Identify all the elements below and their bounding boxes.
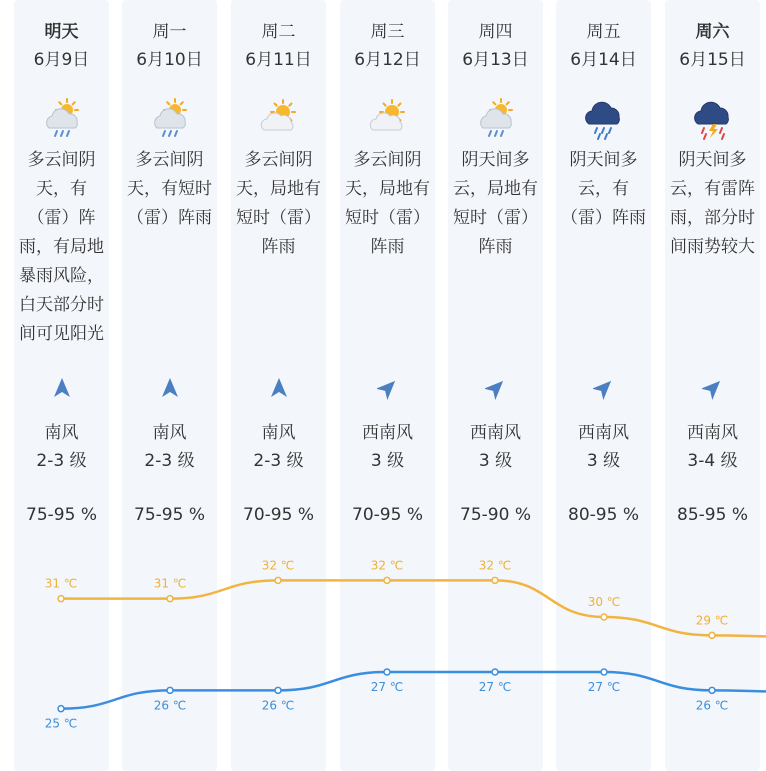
high-temperature-label: 32 ℃	[261, 558, 295, 573]
wind-level: 3 级	[370, 451, 405, 471]
day-name: 明天	[44, 22, 79, 42]
low-temperature-label: 25 ℃	[44, 716, 78, 731]
high-temperature-label: 29 ℃	[695, 613, 729, 628]
humidity: 75-95 %	[26, 505, 97, 525]
low-temperature-point	[58, 706, 64, 712]
high-temperature-label: 31 ℃	[44, 576, 78, 591]
low-temperature-point	[384, 669, 390, 675]
high-temperature-point	[167, 596, 173, 602]
humidity: 85-95 %	[677, 505, 748, 525]
low-temperature-point	[709, 687, 715, 693]
day-date: 6月14日	[570, 50, 637, 70]
wind-direction: 西南风	[470, 423, 521, 443]
day-date: 6月10日	[136, 50, 203, 70]
wind-level: 3-4 级	[687, 451, 738, 471]
day-date: 6月11日	[245, 50, 312, 70]
day-date: 6月9日	[33, 50, 90, 70]
weather-description: 多云间阴天，局地有短时（雷）阵雨	[236, 150, 321, 257]
day-date: 6月13日	[462, 50, 529, 70]
humidity: 75-95 %	[134, 505, 205, 525]
weather-description: 阴天间多云，局地有短时（雷）阵雨	[453, 150, 538, 257]
weather-description: 多云间阴天，有短时（雷）阵雨	[127, 150, 212, 228]
day-name: 周一	[152, 22, 187, 42]
high-temperature-label: 32 ℃	[478, 558, 512, 573]
day-name: 周三	[370, 22, 405, 42]
high-temperature-label: 32 ℃	[370, 558, 404, 573]
humidity: 75-90 %	[460, 505, 531, 525]
high-temperature-label: 30 ℃	[587, 595, 621, 609]
low-temperature-label: 26 ℃	[153, 698, 187, 713]
low-temperature-label: 26 ℃	[261, 698, 295, 713]
day-name: 周二	[261, 22, 296, 42]
high-temperature-point	[492, 577, 498, 583]
wind-direction: 南风	[152, 423, 187, 443]
humidity: 70-95 %	[243, 505, 314, 525]
wind-direction: 西南风	[687, 423, 738, 443]
low-temperature-label: 27 ℃	[370, 680, 404, 694]
high-temperature-point	[58, 596, 64, 602]
weather-description: 阴天间多云，有（雷）阵雨	[561, 150, 646, 228]
high-temperature-point	[601, 614, 607, 620]
humidity: 80-95 %	[568, 505, 639, 525]
wind-level: 3 级	[478, 451, 513, 471]
low-temperature-point	[492, 669, 498, 675]
weather-description: 多云间阴天，局地有短时（雷）阵雨	[345, 150, 430, 257]
low-temperature-point	[601, 669, 607, 675]
high-temperature-point	[275, 577, 281, 583]
high-temperature-label: 31 ℃	[153, 576, 187, 591]
low-temperature-label: 27 ℃	[587, 680, 621, 694]
low-temperature-point	[275, 687, 281, 693]
low-temperature-label: 26 ℃	[695, 698, 729, 713]
wind-direction: 西南风	[362, 423, 413, 443]
day-name: 周五	[586, 22, 621, 42]
high-temperature-point	[709, 632, 715, 638]
weather-description: 多云间阴天，有（雷）阵雨，有局地暴雨风险，白天部分时间可见阳光	[19, 150, 104, 344]
wind-level: 2-3 级	[36, 451, 87, 471]
wind-level: 3 级	[586, 451, 621, 471]
wind-direction: 南风	[44, 423, 79, 443]
humidity: 70-95 %	[352, 505, 423, 525]
low-temperature-label: 27 ℃	[478, 680, 512, 694]
wind-level: 2-3 级	[144, 451, 195, 471]
day-name: 周六	[695, 22, 730, 42]
high-temperature-point	[384, 577, 390, 583]
weather-description: 阴天间多云，有雷阵雨，部分时间雨势较大	[670, 150, 755, 257]
low-temperature-point	[167, 687, 173, 693]
day-date: 6月15日	[679, 50, 746, 70]
wind-direction: 南风	[261, 423, 296, 443]
day-name: 周四	[478, 22, 513, 42]
wind-level: 2-3 级	[253, 451, 304, 471]
day-date: 6月12日	[354, 50, 421, 70]
wind-direction: 西南风	[578, 423, 629, 443]
